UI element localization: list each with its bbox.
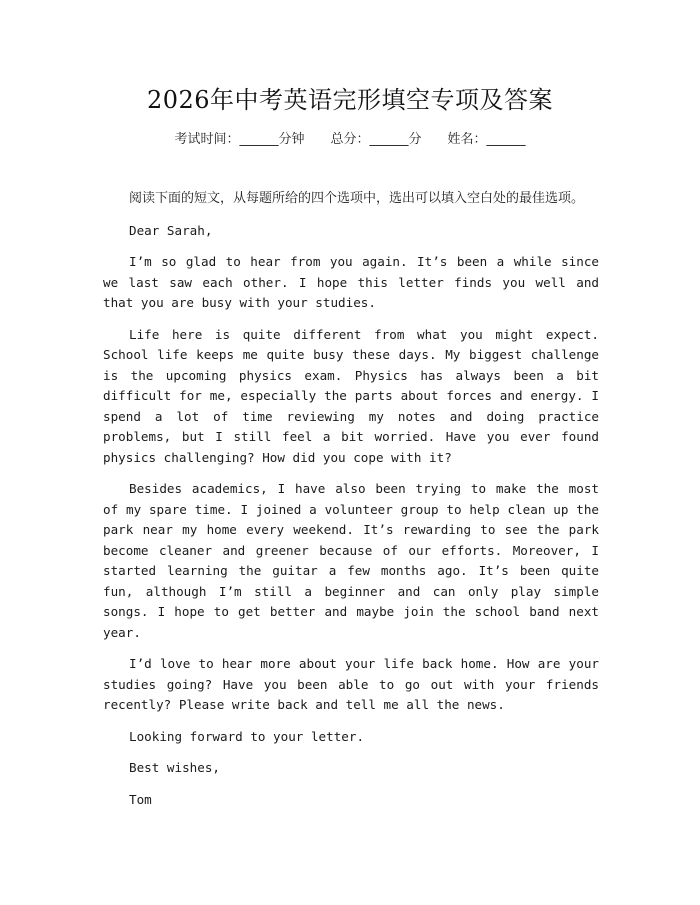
document-body	[103, 189, 599, 821]
letter-paragraph-2: Life here is quite different from what you might expect. School life keeps me quite busy these days. My biggest challenge is the upcoming physics exam. Physics has always been a bit difficult for me, especially the parts about forces and energy. I spend a lot of time reviewing my notes and doing practice problems, but I still feel a bit worried. Have you ever found physics challenging? How did you cope with it?	[103, 326, 599, 465]
letter-salutation: Dear Sarah,	[129, 222, 213, 238]
exam-time-field: 考试时间：______分钟	[174, 132, 305, 147]
letter-closing-line: Looking forward to your letter.	[129, 728, 365, 744]
student-name-field: 姓名：______	[447, 132, 526, 147]
letter-paragraph-3: Besides academics, I have also been trying to make the most of my spare time. I joined a volunteer group to help clean up the park near my home every weekend. It’s rewarding to see the park become cleaner and greener because of our efforts. Moreover, I started learning the guitar a few months ago. It’s been quite fun, although I’m still a beginner and can only play simple songs. I hope to get better and maybe join the school band next year.	[103, 481, 599, 640]
letter-paragraph-1: I’m so glad to hear from you again. It’s been a while since we last saw each other. I hope this letter finds you well and that you are busy with your studies.	[103, 254, 599, 310]
letter-sign-off: Best wishes,	[129, 760, 220, 775]
exam-info-line	[0, 130, 700, 150]
letter-paragraph-4: I’d love to hear more about your life back home. How are your studies going? Have you been able to go out with your friends recently? Please write back and tell me all the news.	[103, 656, 599, 712]
letter-signature: Tom	[129, 791, 152, 807]
page-title: 2026年中考英语完形填空专项及答案	[146, 86, 554, 114]
instruction-text: 阅读下面的短文，从每题所给的四个选项中，选出可以填入空白处的最佳选项。	[129, 191, 585, 206]
total-score-field: 总分：______分	[330, 132, 422, 147]
